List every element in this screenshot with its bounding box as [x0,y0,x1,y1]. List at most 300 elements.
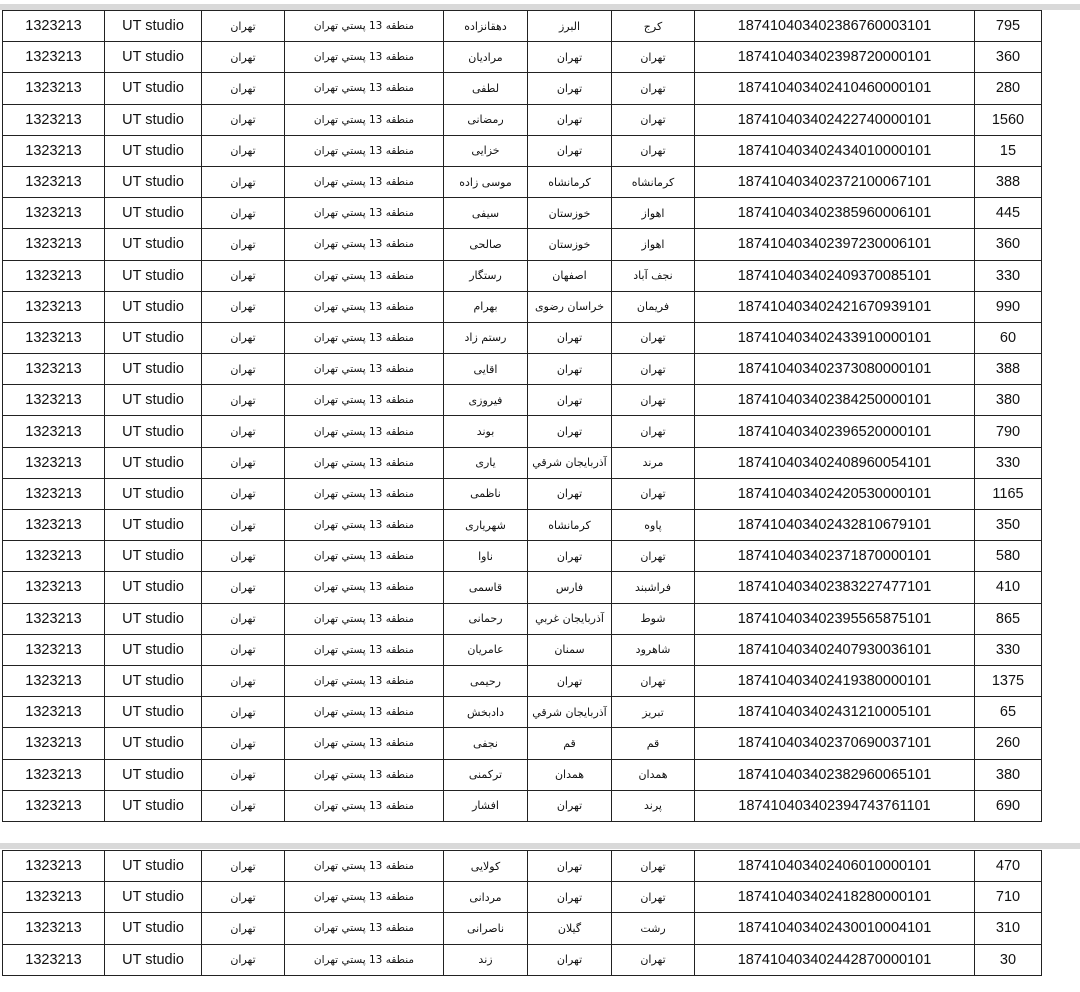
tracking-number-cell: 187410403402394743761101 [695,790,975,821]
studio-cell: UT studio [105,104,202,135]
studio-cell: UT studio [105,385,202,416]
tracking-number-cell: 187410403402396520000101 [695,416,975,447]
sender-city-cell: تهران [202,759,285,790]
tracking-number-cell: 187410403402372100067101 [695,166,975,197]
tracking-number-cell: 187410403402408960054101 [695,447,975,478]
table-row [3,944,1042,975]
amount-cell: 360 [975,229,1042,260]
recipient-surname-cell: سیفی [444,198,528,229]
province-cell: قم [528,728,612,759]
sender-city-cell: تهران [202,851,285,882]
postal-district-cell: منطقه 13 پستي تهران [285,385,444,416]
amount-cell: 330 [975,634,1042,665]
postal-district-cell: منطقه 13 پستي تهران [285,728,444,759]
table-row [3,913,1042,944]
province-cell: کرمانشاه [528,166,612,197]
recipient-surname-cell: یاری [444,447,528,478]
city-cell: شوط [612,603,695,634]
province-cell: تهران [528,104,612,135]
tracking-number-cell: 187410403402383227477101 [695,572,975,603]
recipient-surname-cell: ناظمی [444,478,528,509]
province-cell: تهران [528,354,612,385]
studio-cell: UT studio [105,697,202,728]
code-cell: 1323213 [3,73,105,104]
sender-city-cell: تهران [202,260,285,291]
studio-cell: UT studio [105,166,202,197]
postal-district-cell: منطقه 13 پستي تهران [285,11,444,42]
sender-city-cell: تهران [202,882,285,913]
studio-cell: UT studio [105,478,202,509]
city-cell: تهران [612,322,695,353]
amount-cell: 795 [975,11,1042,42]
amount-cell: 410 [975,572,1042,603]
postal-district-cell: منطقه 13 پستي تهران [285,697,444,728]
amount-cell: 388 [975,354,1042,385]
studio-cell: UT studio [105,11,202,42]
tracking-number-cell: 187410403402409370085101 [695,260,975,291]
studio-cell: UT studio [105,229,202,260]
amount-cell: 330 [975,260,1042,291]
city-cell: فریمان [612,291,695,322]
code-cell: 1323213 [3,728,105,759]
recipient-surname-cell: مردانی [444,882,528,913]
table-row [3,166,1042,197]
city-cell: تهران [612,882,695,913]
sender-city-cell: تهران [202,73,285,104]
table-row [3,882,1042,913]
code-cell: 1323213 [3,790,105,821]
city-cell: تهران [612,385,695,416]
sender-city-cell: تهران [202,166,285,197]
province-cell: سمنان [528,634,612,665]
postal-district-cell: منطقه 13 پستي تهران [285,166,444,197]
sender-city-cell: تهران [202,634,285,665]
amount-cell: 445 [975,198,1042,229]
province-cell: تهران [528,882,612,913]
studio-cell: UT studio [105,416,202,447]
province-cell: تهران [528,478,612,509]
tracking-number-cell: 187410403402385960006101 [695,198,975,229]
recipient-surname-cell: ناوا [444,541,528,572]
studio-cell: UT studio [105,790,202,821]
sender-city-cell: تهران [202,572,285,603]
shipment-table-section-2 [2,850,1042,976]
sender-city-cell: تهران [202,510,285,541]
code-cell: 1323213 [3,634,105,665]
studio-cell: UT studio [105,851,202,882]
sender-city-cell: تهران [202,603,285,634]
postal-district-cell: منطقه 13 پستي تهران [285,73,444,104]
postal-district-cell: منطقه 13 پستي تهران [285,291,444,322]
sender-city-cell: تهران [202,697,285,728]
sender-city-cell: تهران [202,478,285,509]
postal-district-cell: منطقه 13 پستي تهران [285,260,444,291]
province-cell: گیلان [528,913,612,944]
province-cell: فارس [528,572,612,603]
table-row [3,135,1042,166]
sender-city-cell: تهران [202,354,285,385]
sender-city-cell: تهران [202,728,285,759]
postal-district-cell: منطقه 13 پستي تهران [285,603,444,634]
table-row [3,42,1042,73]
tracking-number-cell: 187410403402419380000101 [695,665,975,696]
tracking-number-cell: 187410403402432810679101 [695,510,975,541]
city-cell: تهران [612,541,695,572]
amount-cell: 690 [975,790,1042,821]
code-cell: 1323213 [3,104,105,135]
code-cell: 1323213 [3,697,105,728]
postal-district-cell: منطقه 13 پستي تهران [285,510,444,541]
code-cell: 1323213 [3,447,105,478]
studio-cell: UT studio [105,135,202,166]
recipient-surname-cell: زند [444,944,528,975]
sender-city-cell: تهران [202,11,285,42]
code-cell: 1323213 [3,291,105,322]
amount-cell: 790 [975,416,1042,447]
province-cell: تهران [528,416,612,447]
studio-cell: UT studio [105,447,202,478]
table-row [3,665,1042,696]
city-cell: مرند [612,447,695,478]
tracking-number-cell: 187410403402422740000101 [695,104,975,135]
province-cell: تهران [528,851,612,882]
tracking-number-cell: 187410403402433910000101 [695,322,975,353]
table-row [3,11,1042,42]
province-cell: تهران [528,665,612,696]
tracking-number-cell: 187410403402430010004101 [695,913,975,944]
city-cell: کرمانشاه [612,166,695,197]
tracking-number-cell: 187410403402386760003101 [695,11,975,42]
tracking-number-cell: 187410403402382960065101 [695,759,975,790]
recipient-surname-cell: افشار [444,790,528,821]
amount-cell: 310 [975,913,1042,944]
city-cell: تهران [612,104,695,135]
postal-district-cell: منطقه 13 پستي تهران [285,665,444,696]
amount-cell: 865 [975,603,1042,634]
sender-city-cell: تهران [202,135,285,166]
code-cell: 1323213 [3,260,105,291]
postal-district-cell: منطقه 13 پستي تهران [285,354,444,385]
recipient-surname-cell: خزایی [444,135,528,166]
tracking-number-cell: 187410403402406010000101 [695,851,975,882]
city-cell: تهران [612,42,695,73]
city-cell: تهران [612,416,695,447]
code-cell: 1323213 [3,541,105,572]
province-cell: همدان [528,759,612,790]
city-cell: تهران [612,135,695,166]
table-row [3,541,1042,572]
postal-district-cell: منطقه 13 پستي تهران [285,447,444,478]
postal-district-cell: منطقه 13 پستي تهران [285,322,444,353]
tracking-number-cell: 187410403402442870000101 [695,944,975,975]
recipient-surname-cell: موسی زاده [444,166,528,197]
code-cell: 1323213 [3,851,105,882]
province-cell: تهران [528,944,612,975]
province-cell: خوزستان [528,229,612,260]
table-row [3,851,1042,882]
code-cell: 1323213 [3,759,105,790]
tracking-number-cell: 187410403402421670939101 [695,291,975,322]
province-cell: تهران [528,322,612,353]
recipient-surname-cell: دهقانزاده [444,11,528,42]
code-cell: 1323213 [3,166,105,197]
city-cell: تهران [612,73,695,104]
postal-district-cell: منطقه 13 پستي تهران [285,913,444,944]
tracking-number-cell: 187410403402371870000101 [695,541,975,572]
city-cell: تهران [612,944,695,975]
postal-district-cell: منطقه 13 پستي تهران [285,541,444,572]
amount-cell: 60 [975,322,1042,353]
recipient-surname-cell: رمضانی [444,104,528,135]
postal-district-cell: منطقه 13 پستي تهران [285,229,444,260]
studio-cell: UT studio [105,541,202,572]
tracking-number-cell: 187410403402397230006101 [695,229,975,260]
province-cell: کرمانشاه [528,510,612,541]
province-cell: خوزستان [528,198,612,229]
recipient-surname-cell: مرادیان [444,42,528,73]
province-cell: تهران [528,135,612,166]
table-row [3,759,1042,790]
province-cell: تهران [528,790,612,821]
studio-cell: UT studio [105,291,202,322]
table-row [3,478,1042,509]
code-cell: 1323213 [3,603,105,634]
recipient-surname-cell: فیروزی [444,385,528,416]
amount-cell: 15 [975,135,1042,166]
recipient-surname-cell: رحیمی [444,665,528,696]
code-cell: 1323213 [3,42,105,73]
recipient-surname-cell: رستگار [444,260,528,291]
province-cell: البرز [528,11,612,42]
postal-district-cell: منطقه 13 پستي تهران [285,759,444,790]
studio-cell: UT studio [105,198,202,229]
province-cell: اصفهان [528,260,612,291]
tracking-number-cell: 187410403402395565875101 [695,603,975,634]
table-row [3,697,1042,728]
table-row [3,104,1042,135]
recipient-surname-cell: ناصرانی [444,913,528,944]
table-row [3,572,1042,603]
studio-cell: UT studio [105,572,202,603]
postal-district-cell: منطقه 13 پستي تهران [285,851,444,882]
studio-cell: UT studio [105,42,202,73]
studio-cell: UT studio [105,354,202,385]
city-cell: پرند [612,790,695,821]
studio-cell: UT studio [105,728,202,759]
city-cell: نجف آباد [612,260,695,291]
studio-cell: UT studio [105,665,202,696]
table-row [3,229,1042,260]
code-cell: 1323213 [3,135,105,166]
sender-city-cell: تهران [202,229,285,260]
amount-cell: 710 [975,882,1042,913]
province-cell: آذربایجان شرقي [528,447,612,478]
sender-city-cell: تهران [202,665,285,696]
tracking-number-cell: 187410403402434010000101 [695,135,975,166]
postal-district-cell: منطقه 13 پستي تهران [285,634,444,665]
amount-cell: 580 [975,541,1042,572]
sender-city-cell: تهران [202,322,285,353]
table-row [3,603,1042,634]
tracking-number-cell: 187410403402431210005101 [695,697,975,728]
amount-cell: 65 [975,697,1042,728]
city-cell: قم [612,728,695,759]
code-cell: 1323213 [3,322,105,353]
recipient-surname-cell: لطفی [444,73,528,104]
amount-cell: 990 [975,291,1042,322]
table-row [3,447,1042,478]
amount-cell: 380 [975,759,1042,790]
sender-city-cell: تهران [202,790,285,821]
code-cell: 1323213 [3,385,105,416]
province-cell: تهران [528,541,612,572]
postal-district-cell: منطقه 13 پستي تهران [285,135,444,166]
studio-cell: UT studio [105,913,202,944]
city-cell: شاهرود [612,634,695,665]
tracking-number-cell: 187410403402370690037101 [695,728,975,759]
recipient-surname-cell: عامریان [444,634,528,665]
amount-cell: 1560 [975,104,1042,135]
amount-cell: 470 [975,851,1042,882]
shipment-table-body-2 [3,851,1042,976]
postal-district-cell: منطقه 13 پستي تهران [285,790,444,821]
code-cell: 1323213 [3,354,105,385]
table-row [3,198,1042,229]
recipient-surname-cell: کولایی [444,851,528,882]
city-cell: تهران [612,354,695,385]
studio-cell: UT studio [105,759,202,790]
city-cell: تهران [612,851,695,882]
studio-cell: UT studio [105,634,202,665]
recipient-surname-cell: صالحی [444,229,528,260]
sender-city-cell: تهران [202,104,285,135]
sender-city-cell: تهران [202,447,285,478]
code-cell: 1323213 [3,944,105,975]
recipient-surname-cell: بهرام [444,291,528,322]
postal-district-cell: منطقه 13 پستي تهران [285,416,444,447]
amount-cell: 380 [975,385,1042,416]
postal-district-cell: منطقه 13 پستي تهران [285,198,444,229]
city-cell: اهواز [612,229,695,260]
table-row [3,385,1042,416]
studio-cell: UT studio [105,510,202,541]
tracking-number-cell: 187410403402420530000101 [695,478,975,509]
recipient-surname-cell: اقایی [444,354,528,385]
studio-cell: UT studio [105,260,202,291]
sender-city-cell: تهران [202,541,285,572]
table-row [3,634,1042,665]
code-cell: 1323213 [3,572,105,603]
sender-city-cell: تهران [202,416,285,447]
code-cell: 1323213 [3,478,105,509]
city-cell: تبریز [612,697,695,728]
city-cell: رشت [612,913,695,944]
city-cell: فراشبند [612,572,695,603]
tracking-number-cell: 187410403402384250000101 [695,385,975,416]
shipment-table-section-1 [2,10,1042,822]
postal-district-cell: منطقه 13 پستي تهران [285,572,444,603]
amount-cell: 1165 [975,478,1042,509]
recipient-surname-cell: رحمانی [444,603,528,634]
sender-city-cell: تهران [202,385,285,416]
tracking-number-cell: 187410403402407930036101 [695,634,975,665]
sender-city-cell: تهران [202,291,285,322]
studio-cell: UT studio [105,322,202,353]
code-cell: 1323213 [3,665,105,696]
amount-cell: 280 [975,73,1042,104]
table-row [3,291,1042,322]
recipient-surname-cell: نجفی [444,728,528,759]
postal-district-cell: منطقه 13 پستي تهران [285,42,444,73]
province-cell: آذربایجان شرقي [528,697,612,728]
sender-city-cell: تهران [202,42,285,73]
province-cell: تهران [528,42,612,73]
city-cell: پاوه [612,510,695,541]
table-row [3,416,1042,447]
table-row [3,790,1042,821]
table-row [3,354,1042,385]
recipient-surname-cell: دادبخش [444,697,528,728]
studio-cell: UT studio [105,882,202,913]
recipient-surname-cell: ترکمنی [444,759,528,790]
page-break-divider [0,843,1080,849]
amount-cell: 30 [975,944,1042,975]
sender-city-cell: تهران [202,198,285,229]
shipment-table-body-1 [3,11,1042,822]
code-cell: 1323213 [3,229,105,260]
city-cell: اهواز [612,198,695,229]
tracking-number-cell: 187410403402373080000101 [695,354,975,385]
postal-district-cell: منطقه 13 پستي تهران [285,944,444,975]
code-cell: 1323213 [3,510,105,541]
city-cell: تهران [612,665,695,696]
table-row [3,260,1042,291]
sender-city-cell: تهران [202,944,285,975]
table-row [3,322,1042,353]
code-cell: 1323213 [3,416,105,447]
postal-district-cell: منطقه 13 پستي تهران [285,478,444,509]
province-cell: تهران [528,385,612,416]
recipient-surname-cell: رستم زاد [444,322,528,353]
code-cell: 1323213 [3,198,105,229]
tracking-number-cell: 187410403402410460000101 [695,73,975,104]
code-cell: 1323213 [3,11,105,42]
table-row [3,728,1042,759]
studio-cell: UT studio [105,73,202,104]
studio-cell: UT studio [105,944,202,975]
amount-cell: 350 [975,510,1042,541]
studio-cell: UT studio [105,603,202,634]
recipient-surname-cell: بوند [444,416,528,447]
table-row [3,510,1042,541]
amount-cell: 360 [975,42,1042,73]
postal-district-cell: منطقه 13 پستي تهران [285,882,444,913]
amount-cell: 330 [975,447,1042,478]
province-cell: خراسان رضوی [528,291,612,322]
tracking-number-cell: 187410403402398720000101 [695,42,975,73]
city-cell: تهران [612,478,695,509]
province-cell: آذربایجان غربي [528,603,612,634]
postal-district-cell: منطقه 13 پستي تهران [285,104,444,135]
city-cell: کرج [612,11,695,42]
amount-cell: 388 [975,166,1042,197]
recipient-surname-cell: قاسمی [444,572,528,603]
tracking-number-cell: 187410403402418280000101 [695,882,975,913]
code-cell: 1323213 [3,913,105,944]
city-cell: همدان [612,759,695,790]
code-cell: 1323213 [3,882,105,913]
amount-cell: 260 [975,728,1042,759]
